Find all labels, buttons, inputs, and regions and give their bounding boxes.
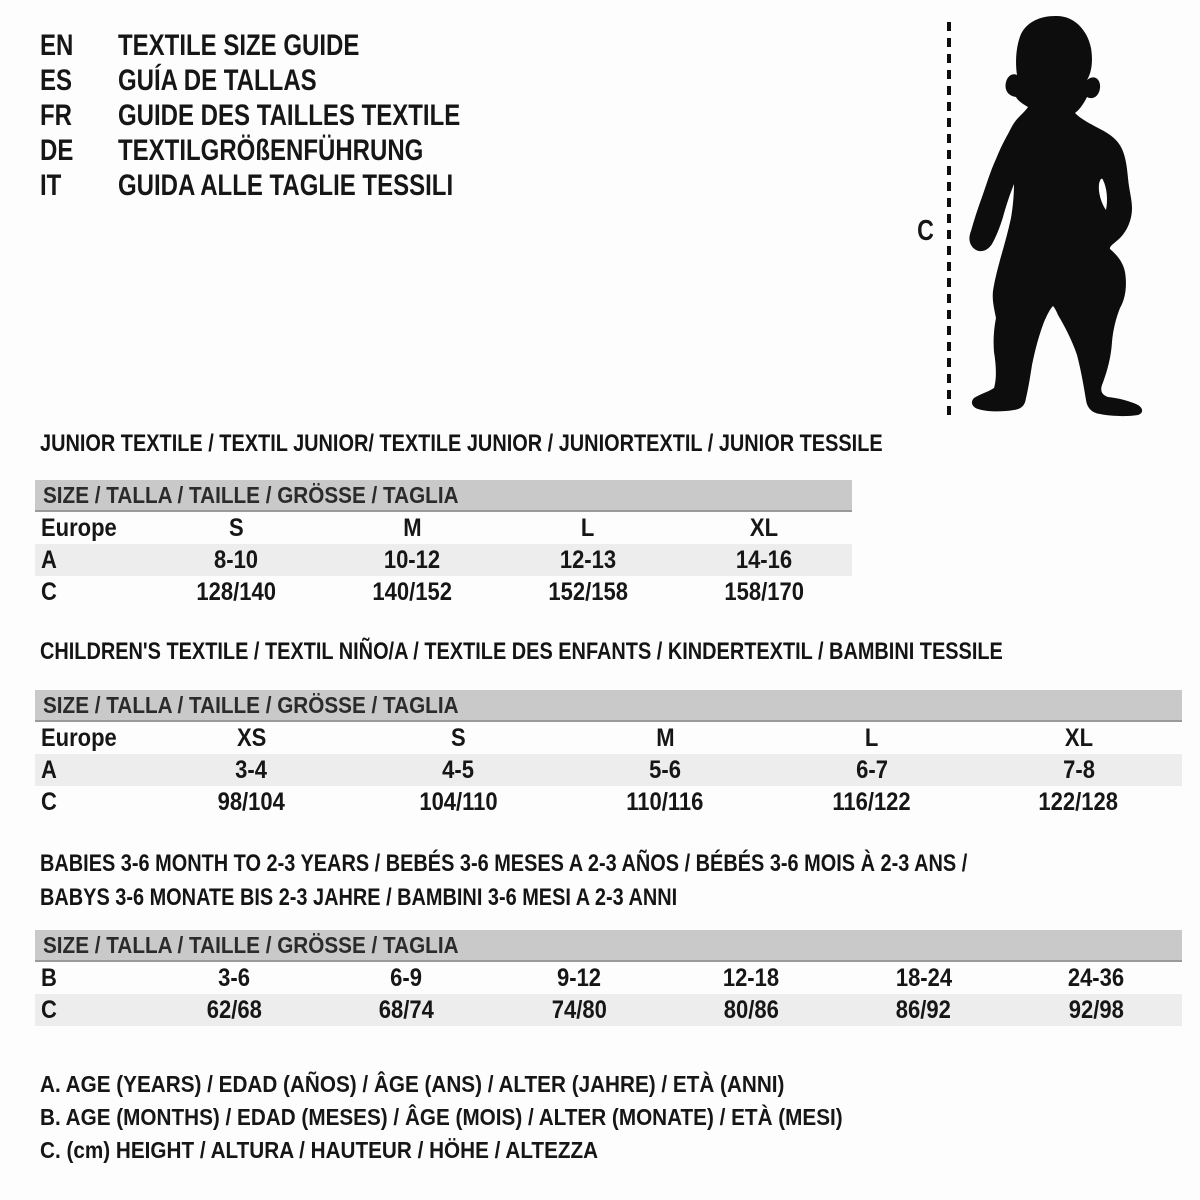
- height-cell: 122/128: [1038, 787, 1119, 816]
- language-row-fr: [40, 98, 546, 133]
- language-code: EN: [40, 28, 74, 62]
- size-cell: S: [228, 513, 244, 542]
- size-table-header: SIZE / TALLA / TAILLE / GRÖSSE / TAGLIA: [35, 690, 1182, 722]
- legend-line-c: C. (cm) HEIGHT / ALTURA / HAUTEUR / HÖHE / ALTEZZA: [40, 1137, 599, 1163]
- age-cell: 12-13: [559, 545, 617, 574]
- table-row-height: [35, 576, 852, 608]
- size-cell: L: [865, 723, 879, 752]
- height-cell: 110/116: [626, 787, 704, 816]
- row-label: C: [41, 787, 57, 816]
- row-label: B: [41, 963, 57, 992]
- row-label: A: [41, 755, 57, 784]
- language-title: GUÍA DE TALLAS: [118, 63, 317, 97]
- size-cell: S: [450, 723, 466, 752]
- language-code: DE: [40, 133, 74, 167]
- age-cell: 10-12: [383, 545, 441, 574]
- language-row-it: [40, 168, 546, 203]
- language-title: GUIDA ALLE TAGLIE TESSILI: [118, 168, 454, 202]
- table-row-age: [35, 754, 1182, 786]
- language-title: TEXTILGRÖßENFÜHRUNG: [118, 133, 424, 167]
- language-title: TEXTILE SIZE GUIDE: [118, 28, 360, 62]
- table-row-europe: [35, 722, 1182, 754]
- months-cell: 18-24: [895, 963, 952, 992]
- row-label: Europe: [41, 513, 117, 542]
- size-cell: L: [581, 513, 595, 542]
- language-row-es: [40, 63, 546, 98]
- height-cell: 158/170: [724, 577, 804, 606]
- height-cell: 116/122: [832, 787, 911, 816]
- months-cell: 9-12: [556, 963, 601, 992]
- row-label: A: [41, 545, 57, 574]
- height-cell: 80/86: [723, 995, 779, 1024]
- toddler-silhouette: [969, 16, 1142, 416]
- language-code: IT: [40, 168, 62, 202]
- legend-line-b: B. AGE (MONTHS) / EDAD (MESES) / ÂGE (MOIS) / ALTER (MONATE) / ETÀ (MESI): [40, 1104, 843, 1130]
- months-cell: 24-36: [1067, 963, 1124, 992]
- babies-size-table: [35, 930, 1182, 1026]
- row-label: Europe: [41, 723, 117, 752]
- language-row-en: [40, 28, 546, 63]
- age-cell: 14-16: [735, 545, 793, 574]
- age-cell: 6-7: [855, 755, 888, 784]
- junior-section-heading: JUNIOR TEXTILE / TEXTIL JUNIOR/ TEXTILE JUNIOR / JUNIORTEXTIL / JUNIOR TESSILE: [40, 430, 883, 457]
- height-cell: 68/74: [378, 995, 435, 1024]
- table-row-months: [35, 962, 1182, 994]
- size-cell: XL: [749, 513, 779, 542]
- row-label: C: [41, 577, 57, 606]
- height-cell: 104/110: [419, 787, 498, 816]
- table-row-age: [35, 544, 852, 576]
- table-row-height: [35, 994, 1182, 1026]
- children-section-heading: CHILDREN'S TEXTILE / TEXTIL NIÑO/A / TEXTILE DES ENFANTS / KINDERTEXTIL / BAMBINI TESSILE: [40, 638, 1003, 665]
- age-cell: 7-8: [1062, 755, 1095, 784]
- height-cell: 128/140: [196, 577, 276, 606]
- children-size-table: [35, 690, 1182, 818]
- size-cell: M: [402, 513, 422, 542]
- table-row-height: [35, 786, 1182, 818]
- height-cell: 152/158: [548, 577, 628, 606]
- height-cell: 98/104: [217, 787, 286, 816]
- age-cell: 8-10: [213, 545, 259, 574]
- age-cell: 3-4: [235, 755, 268, 784]
- size-cell: XS: [236, 723, 267, 752]
- height-cell: 140/152: [372, 577, 452, 606]
- age-cell: 4-5: [442, 755, 475, 784]
- height-cell: 86/92: [895, 995, 951, 1024]
- months-cell: 3-6: [218, 963, 251, 992]
- row-label: C: [41, 995, 57, 1024]
- height-cell: 74/80: [551, 995, 607, 1024]
- legend-line-a: A. AGE (YEARS) / EDAD (AÑOS) / ÂGE (ANS) / ALTER (JAHRE) / ETÀ (ANNI): [40, 1071, 785, 1097]
- height-measure-label: C: [916, 215, 934, 247]
- table-row-europe: [35, 512, 852, 544]
- language-code: ES: [40, 63, 73, 97]
- language-code: FR: [40, 98, 72, 132]
- months-cell: 12-18: [723, 963, 780, 992]
- measurement-legend: [40, 1068, 932, 1167]
- language-row-de: [40, 133, 546, 168]
- size-cell: XL: [1064, 723, 1093, 752]
- size-table-header: SIZE / TALLA / TAILLE / GRÖSSE / TAGLIA: [35, 930, 1182, 962]
- toddler-silhouette-figure: [940, 10, 1152, 422]
- size-table-header: SIZE / TALLA / TAILLE / GRÖSSE / TAGLIA: [35, 480, 852, 512]
- age-cell: 5-6: [649, 755, 681, 784]
- language-title: GUIDE DES TAILLES TEXTILE: [118, 98, 461, 132]
- size-cell: M: [655, 723, 675, 752]
- junior-size-table: [35, 480, 852, 608]
- language-title-list: [40, 28, 546, 203]
- months-cell: 6-9: [390, 963, 423, 992]
- babies-section-heading: BABIES 3-6 MONTH TO 2-3 YEARS / BEBÉS 3-6 MESES A 2-3 AÑOS / BÉBÉS 3-6 MOIS À 2-3 ANS / BABYS 3-6 MONATE BIS 2-3 JAHRE / BAMBINI 3-6 MESI A 2-3 ANNI: [40, 850, 968, 911]
- height-cell: 62/68: [206, 995, 262, 1024]
- height-cell: 92/98: [1068, 995, 1124, 1024]
